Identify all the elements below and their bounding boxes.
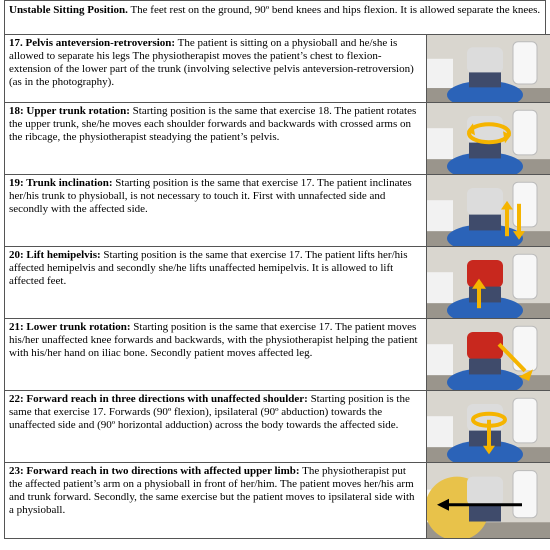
- section-title: Unstable Sitting Position.: [9, 4, 128, 16]
- table-row: [5, 463, 550, 539]
- exercise-text: Starting position is the same that exercise 17. The patient moves his/her unaffected knee forwards and backwards, with the physiotherapist helping the patient with his/her hand on iliac bone. Secondly patient moves affected leg.: [9, 321, 418, 359]
- exercise-photo-illustration: [427, 247, 550, 319]
- exercise-photo: [427, 247, 550, 319]
- exercise-photo-illustration: [427, 319, 550, 391]
- exercise-document: [4, 0, 546, 539]
- exercise-cell: [5, 103, 427, 175]
- exercise-photo-illustration: [427, 391, 550, 463]
- exercise-cell: [5, 391, 427, 463]
- table-row: [5, 175, 550, 247]
- exercise-text: Starting position is the same that exercise 17. The patient inclinates her/his trunk to physioball, is not necessary to touch it. First with unnafected side and secondly with the affected side.: [9, 177, 412, 215]
- exercise-cell: [5, 319, 427, 391]
- exercise-cell: [5, 175, 427, 247]
- table-row: [5, 35, 550, 103]
- exercise-title: 17. Pelvis anteversion-retroversion:: [9, 37, 176, 49]
- exercise-title: 19: Trunk inclination:: [9, 177, 113, 189]
- exercise-title: 20: Lift hemipelvis:: [9, 249, 101, 261]
- exercise-title: 21: Lower trunk rotation:: [9, 321, 131, 333]
- exercise-photo: [427, 103, 550, 175]
- exercise-text: The physiotherapist put the affected patient’s arm on a physioball in front of her/him. The patient moves her/his arm and trunk forward. Secondly, the same exercise but the patient moves to ipsilateral side with a physioball.: [9, 465, 415, 516]
- exercise-text: The patient is sitting on a physioball and he/she is allowed to separate his legs The physiotherapist moves the patient’s chest to flexion-extension of the lower part of the trunk (involving selective pelvis anteversion-retroversion) (as in the photography).: [9, 37, 414, 88]
- exercise-photo-illustration: [427, 463, 550, 539]
- exercise-photo: [427, 463, 550, 539]
- exercise-title: 22: Forward reach in three directions with unaffected shoulder:: [9, 393, 308, 405]
- table-row: [5, 103, 550, 175]
- exercise-photo-illustration: [427, 175, 550, 247]
- exercise-cell: [5, 35, 427, 103]
- exercise-cell: [5, 463, 427, 539]
- exercise-text: Starting position is the same that exercise 18. The patient rotates the upper trunk, she/he moves each shoulder forwards and backwards with crossed arms on the ribcage, the physiotherapist steadying the patient’s pelvis.: [9, 105, 417, 143]
- table-row: [5, 247, 550, 319]
- exercise-title: 23: Forward reach in two directions with affected upper limb:: [9, 465, 300, 477]
- exercise-photo: [427, 175, 550, 247]
- exercise-photo: [427, 35, 550, 103]
- exercise-cell: [5, 247, 427, 319]
- section-description: The feet rest on the ground, 90º bend knees and hips flexion. It is allowed separate the knees.: [127, 4, 541, 16]
- section-header: [4, 0, 546, 34]
- exercise-photo-illustration: [427, 103, 550, 175]
- exercise-photo: [427, 319, 550, 391]
- table-row: [5, 391, 550, 463]
- exercise-text: Starting position is the same that exercise 17. The patient lifts her/his affected hemipelvis and secondly she/he lifts unaffected hemipelvis. It is allowed to lift affected feet.: [9, 249, 408, 287]
- exercise-photo-illustration: [427, 35, 550, 103]
- exercise-title: 18: Upper trunk rotation:: [9, 105, 130, 117]
- exercise-table: [4, 34, 550, 539]
- exercise-text: Starting position is the same that exercise 17. Forwards (90º flexion), ipsilateral (90º abduction) towards the unaffected side and (90º horizontal adduction) across the body towards the affected side.: [9, 393, 410, 431]
- table-row: [5, 319, 550, 391]
- exercise-photo: [427, 391, 550, 463]
